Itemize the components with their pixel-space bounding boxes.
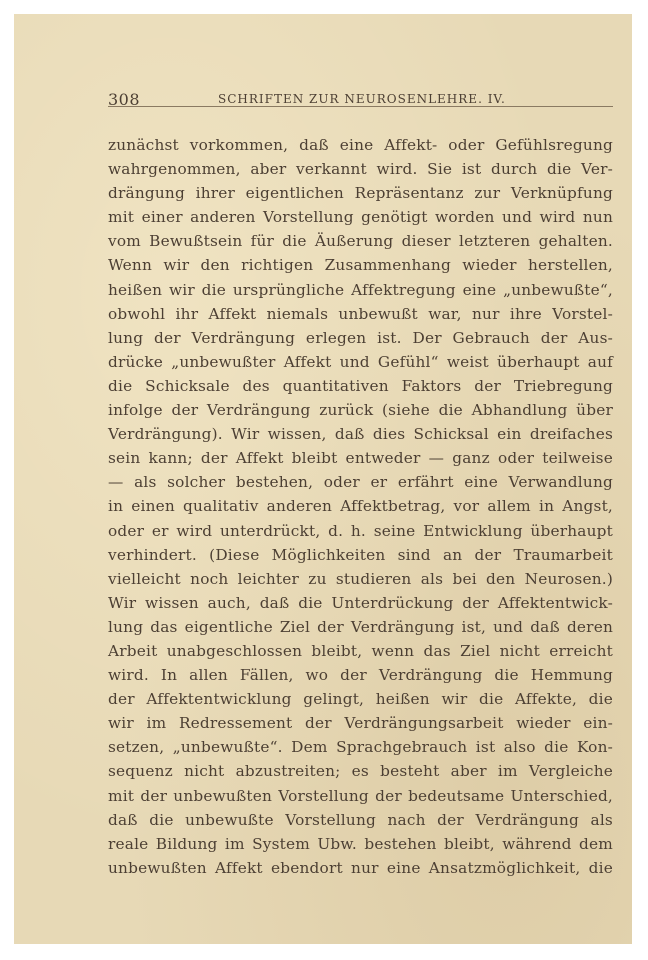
text-line: heißen wir die ursprüngliche Affektregung eine „unbewußte“, bbox=[108, 280, 613, 299]
text-line: verhindert. (Diese Möglichkeiten sind an der Traumarbeit bbox=[108, 545, 613, 564]
text-line: Wenn wir den richtigen Zusammenhang wieder herstellen, bbox=[108, 256, 613, 275]
book-page bbox=[108, 74, 613, 880]
text-line: wird. In allen Fällen, wo der Verdrängung die Hemmung bbox=[108, 666, 613, 685]
text-line: reale Bildung im System Ubw. bestehen bleibt, während dem bbox=[108, 834, 613, 853]
text-line: Arbeit unabgeschlossen bleibt, wenn das Ziel nicht erreicht bbox=[108, 641, 613, 660]
text-line: lung der Verdrängung erlegen ist. Der Gebrauch der Aus- bbox=[108, 328, 613, 347]
page-number: 308 bbox=[108, 90, 141, 109]
text-line: zunächst vorkommen, daß eine Affekt- oder Gefühlsregung bbox=[108, 136, 613, 154]
text-line: Wir wissen auch, daß die Unterdrückung der Affektentwick- bbox=[108, 593, 613, 612]
text-line: daß die unbewußte Vorstellung nach der Verdrängung als bbox=[108, 810, 613, 829]
text-line: lung das eigentliche Ziel der Verdrängung ist, und daß deren bbox=[108, 617, 613, 636]
text-line: der Affektentwicklung gelingt, heißen wir die Affekte, die bbox=[108, 690, 613, 709]
text-line: mit einer anderen Vorstellung genötigt worden und wird nun bbox=[108, 208, 613, 227]
text-line: drängung ihrer eigentlichen Repräsentanz zur Verknüpfung bbox=[108, 184, 613, 203]
text-line: oder er wird unterdrückt, d. h. seine Entwicklung überhaupt bbox=[108, 521, 613, 540]
text-line: vielleicht noch leichter zu studieren als bei den Neurosen.) bbox=[108, 569, 613, 588]
text-line: obwohl ihr Affekt niemals unbewußt war, nur ihre Vorstel- bbox=[108, 304, 613, 323]
text-line: unbewußten Affekt ebendort nur eine Ansatzmöglichkeit, die bbox=[108, 858, 613, 877]
text-line: — als solcher bestehen, oder er erfährt eine Verwandlung bbox=[108, 473, 613, 492]
text-line: sequenz nicht abzustreiten; es besteht aber im Vergleiche bbox=[108, 762, 613, 781]
text-line: die Schicksale des quantitativen Faktors der Triebregung bbox=[108, 376, 613, 395]
text-line: setzen, „unbewußte“. Dem Sprachgebrauch ist also die Kon- bbox=[108, 738, 613, 757]
running-head bbox=[108, 74, 613, 107]
running-title: SCHRIFTEN ZUR NEUROSENLEHRE. IV. bbox=[218, 92, 506, 106]
body-text bbox=[108, 133, 613, 880]
text-line: sein kann; der Affekt bleibt entweder — ganz oder teilweise bbox=[108, 449, 613, 468]
text-line: Verdrängung). Wir wissen, daß dies Schicksal ein dreifaches bbox=[108, 425, 613, 444]
text-line: drücke „unbewußter Affekt und Gefühl“ weist überhaupt auf bbox=[108, 352, 613, 371]
text-line: mit der unbewußten Vorstellung der bedeutsame Unterschied, bbox=[108, 786, 613, 805]
text-line: infolge der Verdrängung zurück (siehe die Abhandlung über bbox=[108, 401, 613, 420]
text-line: in einen qualitativ anderen Affektbetrag, vor allem in Angst, bbox=[108, 497, 613, 516]
text-line: wir im Redressement der Verdrängungsarbeit wieder ein- bbox=[108, 714, 613, 733]
text-line: wahrgenommen, aber verkannt wird. Sie ist durch die Ver- bbox=[108, 160, 613, 179]
text-line: vom Bewußtsein für die Äußerung dieser letzteren gehalten. bbox=[108, 232, 613, 251]
